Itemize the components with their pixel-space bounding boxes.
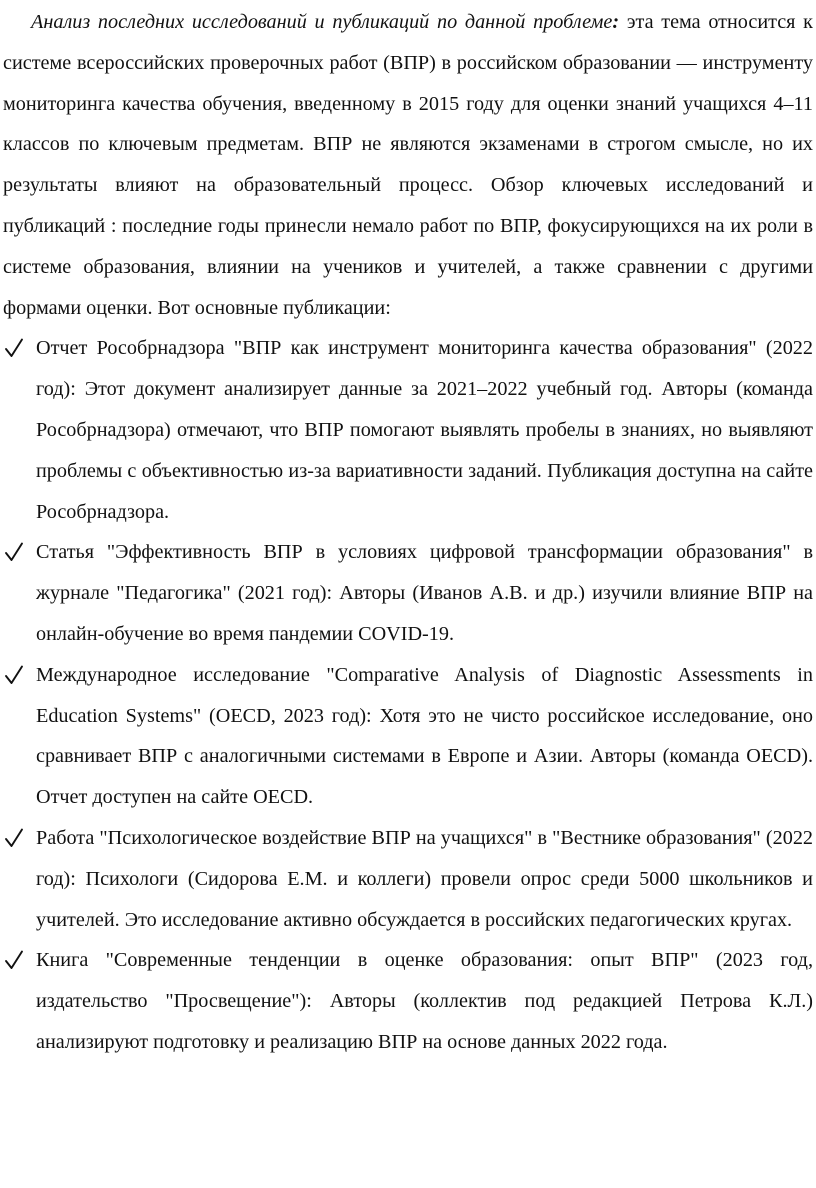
intro-lead-phrase: Анализ последних исследований и публикаций по данной проблеме (31, 11, 613, 33)
publication-text: Статья "Эффективность ВПР в условиях цифровой трансформации образования" в журнале "Педагогика" (2021 год): Авторы (Иванов А.В. и др.) изучили влияние ВПР на онлайн-обучение во время пандемии COVID-19. (36, 541, 813, 645)
checkmark-icon (4, 940, 24, 980)
intro-text: эта тема относится к системе всероссийских проверочных работ (ВПР) в российском образовании — инструменту мониторинга качества обучения, введенному в 2015 году для оценки знаний учащихся 4–11 классов по ключевым предметам. ВПР не являются экзаменами в строгом смысле, но их результаты влияют на образовательный процесс. Обзор ключевых исследований и публикаций : последние годы принесли немало работ по ВПР, фокусирующихся на их роли в системе образования, влиянии на учеников и учителей, а также сравнении с другими формами оценки. Вот основные публикации: (3, 11, 813, 319)
checkmark-icon (4, 532, 24, 572)
document-page (3, 2, 813, 1063)
publication-text: Отчет Рособрнадзора "ВПР как инструмент мониторинга качества образования" (2022 год): Этот документ анализирует данные за 2021–2022 учебный год. Авторы (команда Рособрнадзора) отмечают, что ВПР помогают выявлять пробелы в знаниях, но выявляют проблемы с объективностью из-за вариативности заданий. Публикация доступна на сайте Рособрнадзора. (36, 337, 813, 523)
checkmark-icon (4, 328, 24, 368)
intro-paragraph (3, 2, 813, 328)
publication-text: Книга "Современные тенденции в оценке образования: опыт ВПР" (2023 год, издательство "Просвещение"): Авторы (коллектив под редакцией Петрова К.Л.) анализируют подготовку и реализацию ВПР на основе данных 2022 года. (36, 949, 813, 1053)
publications-list (3, 328, 813, 1062)
list-item (3, 532, 813, 654)
list-item (3, 940, 813, 1062)
intro-lead-colon: : (612, 11, 620, 33)
list-item (3, 818, 813, 940)
list-item (3, 655, 813, 818)
checkmark-icon (4, 818, 24, 858)
list-item (3, 328, 813, 532)
checkmark-icon (4, 655, 24, 695)
publication-text: Международное исследование "Comparative Analysis of Diagnostic Assessments in Education Systems" (OECD, 2023 год): Хотя это не чисто российское исследование, оно сравнивает ВПР с аналогичными системами в Европе и Азии. Авторы (команда OECD). Отчет доступен на сайте OECD. (36, 663, 813, 809)
publication-text: Работа "Психологическое воздействие ВПР на учащихся" в "Вестнике образования" (2022 год): Психологи (Сидорова Е.М. и коллеги) провели опрос среди 5000 школьников и учителей. Это исследование активно обсуждается в российских педагогических кругах. (36, 826, 813, 931)
